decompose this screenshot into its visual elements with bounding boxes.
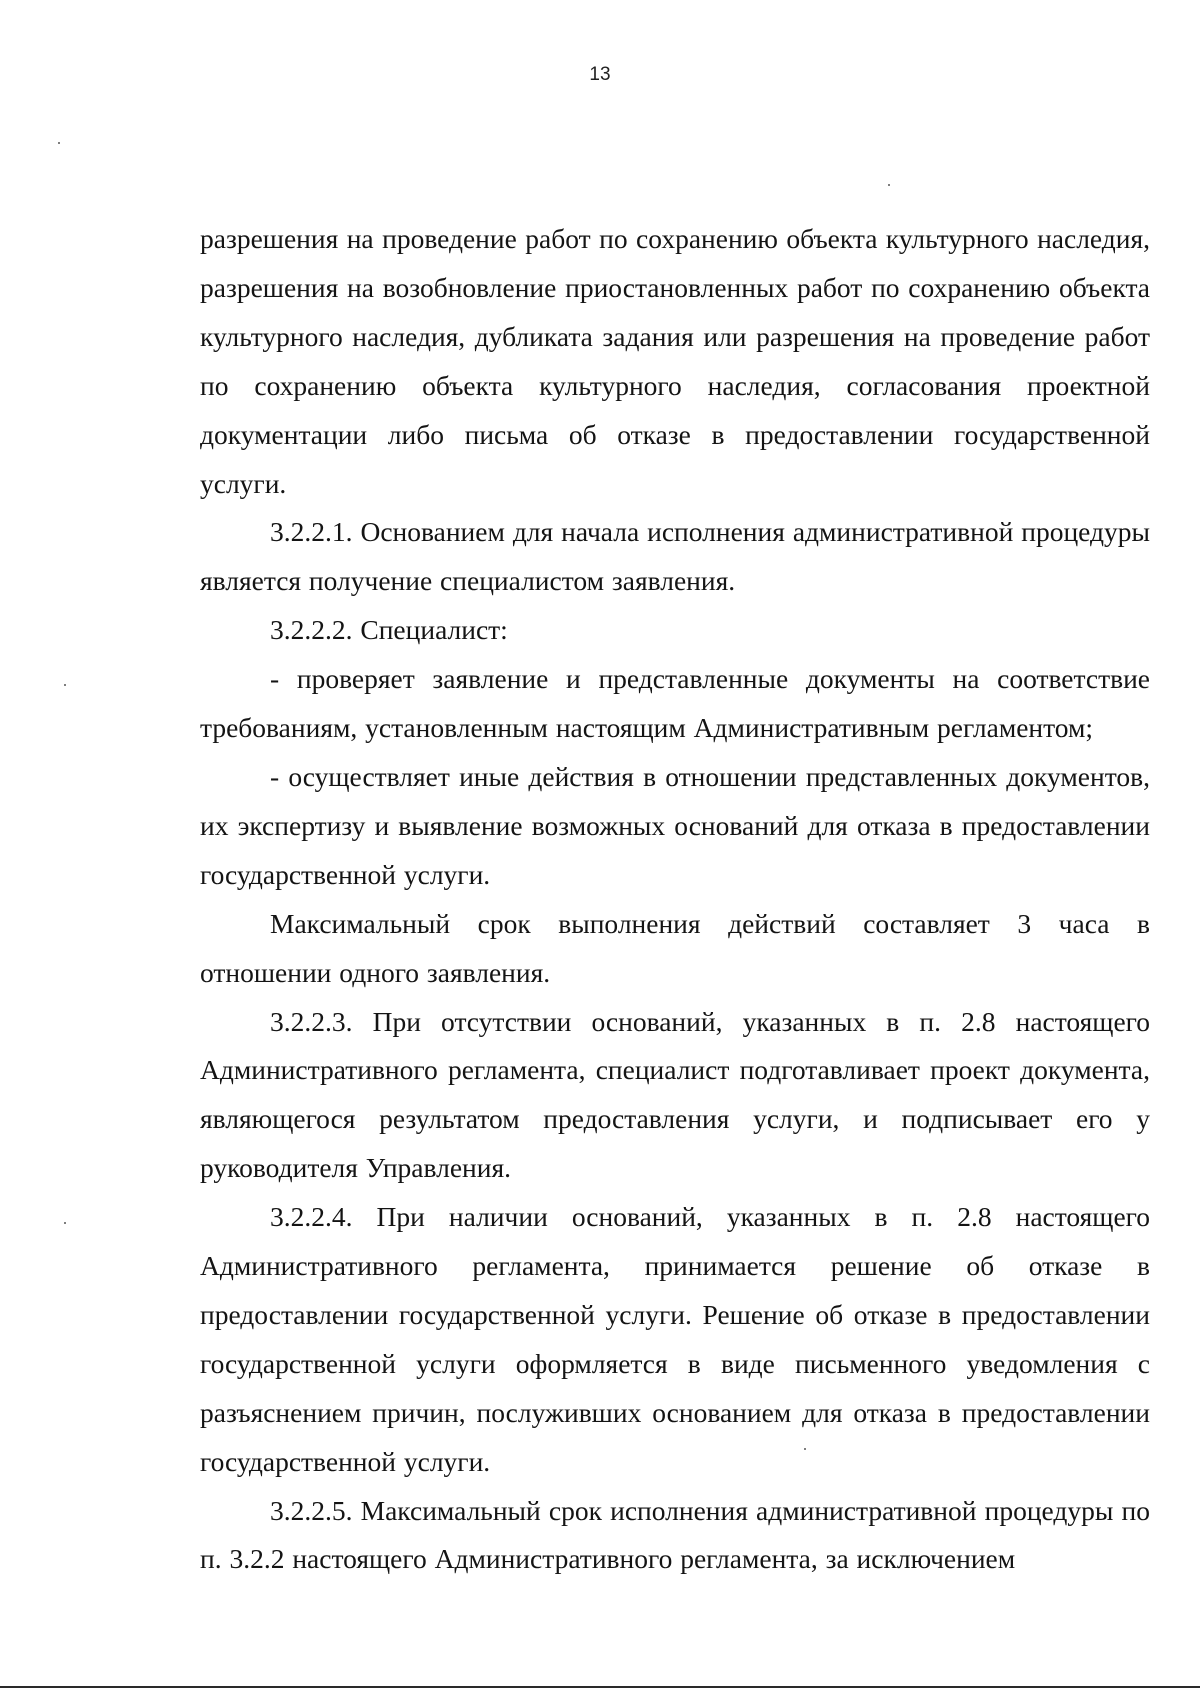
list-item-other-actions: - осуществляет иные действия в отношении представленных документов, их экспертизу и выявление возможных оснований для отказа в предоставлении государственной услуги. [200, 760, 1150, 890]
paragraph-3-2-2-5: 3.2.2.5. Максимальный срок исполнения административной процедуры по п. 3.2.2 настоящего Административного регламента, за исключением [200, 1494, 1150, 1575]
paragraph-3-2-2-2: 3.2.2.2. Специалист: [270, 614, 508, 646]
scan-speck [804, 1448, 806, 1450]
page-number: 13 [589, 64, 611, 85]
scan-speck [888, 184, 890, 186]
paragraph-3-2-2-4: 3.2.2.4. При наличии оснований, указанных в п. 2.8 настоящего Административного регламента, принимается решение об отказе в предоставлении государственной услуги. Решение об отказе в предоставлении государственной услуги оформляется в виде письменного уведомления с разъяснением причин, послуживших основанием для отказа в предоставлении государственной услуги. [200, 1201, 1150, 1477]
scan-speck [58, 142, 60, 144]
paragraph-3-2-2-1: 3.2.2.1. Основанием для начала исполнения административной процедуры является получение специалистом заявления. [200, 516, 1150, 597]
scan-speck [64, 684, 66, 686]
scan-speck [64, 1222, 66, 1224]
page-bottom-edge [0, 1686, 1200, 1688]
list-item-checks: - проверяет заявление и представленные документы на соответствие требованиям, установленным настоящим Административным регламентом; [200, 663, 1150, 744]
document-body [200, 215, 1150, 1584]
paragraph-max-time: Максимальный срок выполнения действий составляет 3 часа в отношении одного заявления. [200, 907, 1150, 988]
paragraph-3-2-2-3: 3.2.2.3. При отсутствии оснований, указанных в п. 2.8 настоящего Административного регламента, специалист подготавливает проект документа, являющегося результатом предоставления услуги, и подписывает его у руководителя Управления. [200, 1005, 1150, 1184]
paragraph-continuation: разрешения на проведение работ по сохранению объекта культурного наследия, разрешения на возобновление приостановленных работ по сохранению объекта культурного наследия, дубликата задания или разрешения на проведение работ по сохранению объекта культурного наследия, согласования проектной документации либо письма об отказе в предоставлении государственной услуги. [200, 223, 1150, 499]
